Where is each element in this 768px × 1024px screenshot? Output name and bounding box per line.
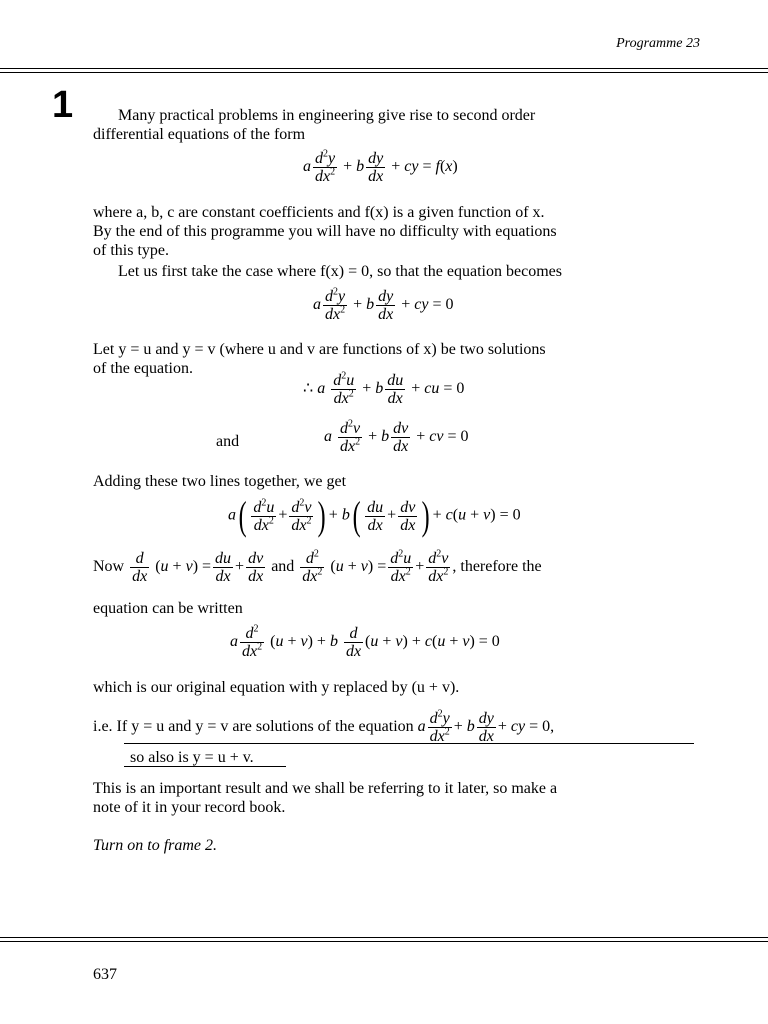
paragraph-line: equation can be written xyxy=(93,600,243,617)
equation-homogeneous: a $\frac{d^2y}{dx^2}$ + b $\frac{dy}{dx}$ + cy = 0 xyxy=(313,286,454,323)
equation-now-line: Now $\frac{d}{dx}$ (u + v) = $\frac{du}{dx}$ + $\frac{dv}{dx}$ and $\frac{d^2}{dx^2}$ (u + v) = $\frac{d^2u}{dx^2}$ + $\frac{d^2v}{dx^2}$ , therefore the xyxy=(93,548,542,585)
paragraph-line: Let us first take the case where f(x) = 0, so that the equation becomes xyxy=(118,263,562,280)
paragraph-line: note of it in your record book. xyxy=(93,799,286,816)
equation-u: ∴ a $\frac{d^2u}{dx^2}$ + b $\frac{du}{dx}$ + cu = 0 xyxy=(303,370,465,407)
bottom-rule-2 xyxy=(0,941,768,942)
equation-general: a $\frac{d^2y}{dx^2}$ + b $\frac{dy}{dx}$ + cy = f(x) xyxy=(303,148,458,185)
paragraph-line: of the equation. xyxy=(93,360,193,377)
paragraph-line: Adding these two lines together, we get xyxy=(93,473,347,490)
ie-line: i.e. If y = u and y = v are solutions of the equation a $\frac{d^2y}{dx^2}$ + b $\frac{dy}{dx}$ + cy = 0, xyxy=(93,708,555,745)
frame-number: 1 xyxy=(52,84,74,126)
running-header: Programme 23 xyxy=(616,36,700,51)
now-label: Now xyxy=(93,558,125,576)
and-mid-label: and xyxy=(271,558,295,576)
result-line: so also is y = u + v. xyxy=(130,749,254,766)
equation-v: a $\frac{d^2v}{dx^2}$ + b $\frac{dv}{dx}$ + cv = 0 xyxy=(324,418,469,455)
top-rule-1 xyxy=(0,68,768,69)
page-number: 637 xyxy=(93,966,117,983)
turn-on-instruction: Turn on to frame 2. xyxy=(93,837,218,854)
paragraph-line: where a, b, c are constant coefficients and f(x) is a given function of x. xyxy=(93,204,545,221)
paragraph-line: Many practical problems in engineering give rise to second order xyxy=(118,107,536,124)
paragraph-line: Let y = u and y = v (where u and v are functions of x) be two solutions xyxy=(93,341,546,358)
paragraph-line: of this type. xyxy=(93,242,169,259)
therefore-label: , therefore the xyxy=(452,558,542,576)
equation-sum: a( $\frac{d^2u}{dx^2}$ + $\frac{d^2v}{dx^2}$ ) + b( $\frac{du}{dx}$ + $\frac{dv}{dx}$ ) + c(u + v) = 0 xyxy=(228,493,521,538)
ie-label: i.e. If y = u and y = v are solutions of the equation xyxy=(93,718,414,736)
result-rule-top xyxy=(124,743,694,744)
paragraph-line: By the end of this programme you will have no difficulty with equations xyxy=(93,223,557,240)
equation-rewritten: a $\frac{d^2}{dx^2}$ (u + v) + b $\frac{d}{dx}$ (u + v) + c(u + v) = 0 xyxy=(230,623,500,660)
result-underline xyxy=(124,766,286,767)
and-label: and xyxy=(216,433,240,450)
top-rule-2 xyxy=(0,72,768,73)
bottom-rule-1 xyxy=(0,937,768,938)
paragraph-line: which is our original equation with y replaced by (u + v). xyxy=(93,679,460,696)
paragraph-line: This is an important result and we shall be referring to it later, so make a xyxy=(93,780,558,797)
paragraph-line: differential equations of the form xyxy=(93,126,306,143)
